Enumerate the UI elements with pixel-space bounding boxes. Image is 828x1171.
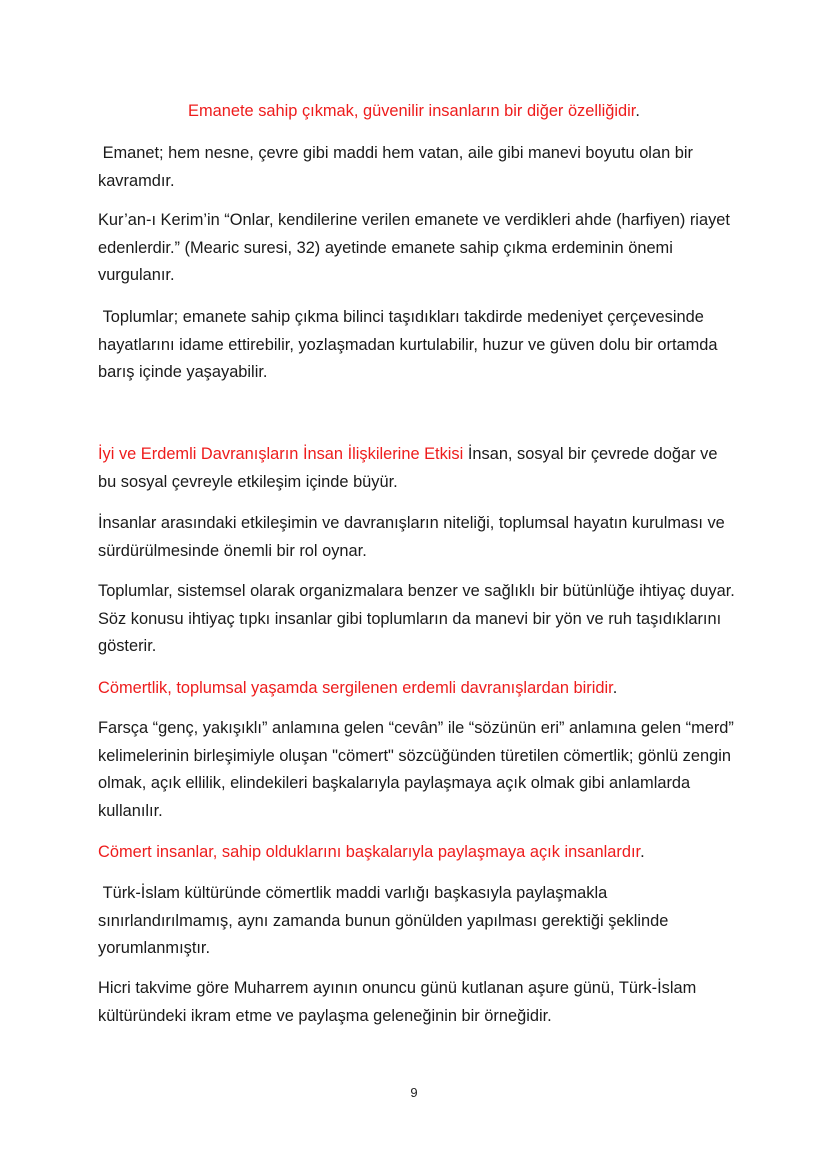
red-heading: İyi ve Erdemli Davranışların İnsan İlişkilerine Etkisi	[98, 445, 464, 463]
paragraph-turk-islam	[98, 880, 738, 963]
paragraph-erdemli-heading	[98, 441, 738, 496]
paragraph-emanet-heading	[60, 98, 768, 126]
paragraph-text: .	[635, 102, 640, 120]
paragraph-hicri	[98, 975, 738, 1030]
paragraph-toplumlar	[98, 304, 738, 387]
paragraph-comertlik-heading	[98, 675, 738, 703]
paragraph-comert-insanlar-heading	[98, 839, 738, 867]
red-heading: Cömertlik, toplumsal yaşamda sergilenen erdemli davranışlardan biridir	[98, 679, 613, 697]
paragraph-text: .	[612, 679, 618, 697]
red-heading: Emanete sahip çıkmak, güvenilir insanların bir diğer özelliğidir	[188, 102, 636, 120]
paragraph-farsca	[98, 715, 738, 825]
paragraph-text: İnsan, sosyal bir çevrede doğar ve bu sosyal çevreyle etkileşim içinde büyür.	[98, 445, 718, 491]
paragraph-etkilesim	[98, 510, 738, 565]
red-heading: Cömert insanlar, sahip olduklarını başkalarıyla paylaşmaya açık insanlardır	[98, 843, 641, 861]
paragraph-text: Toplumlar; emanete sahip çıkma bilinci taşıdıkları takdirde medeniyet çerçevesinde hayatlarını idame ettirebilir, yozlaşmadan kurtulabilir, huzur ve güven dolu bir ortamda barış içinde yaşayabilir.	[98, 308, 723, 381]
paragraph-text: Emanet; hem nesne, çevre gibi maddi hem vatan, aile gibi manevi boyutu olan bir kavramdır.	[98, 144, 698, 190]
paragraph-text: Türk-İslam kültüründe cömertlik maddi varlığı başkasıyla paylaşmakla sınırlandırılmamış, aynı zamanda bunun gönülden yapılması gerektiği şeklinde yorumlanmıştır.	[98, 884, 673, 957]
paragraph-text: Hicri takvime göre Muharrem ayının onuncu günü kutlanan aşure günü, Türk-İslam kültüründeki ikram etme ve paylaşma geleneğinin bir örneğidir.	[98, 979, 697, 1025]
paragraph-text: İnsanlar arasındaki etkileşimin ve davranışların niteliği, toplumsal hayatın kurulması ve sürdürülmesinde önemli bir rol oynar.	[98, 514, 725, 560]
page-number: 9	[410, 1085, 418, 1100]
paragraph-text: Toplumlar, sistemsel olarak organizmalara benzer ve sağlıklı bir bütünlüğe ihtiyaç duyar. Söz konusu ihtiyaç tıpkı insanlar gibi toplumların da manevi bir yön ve ruh taşıdıklarını gösterir.	[98, 582, 735, 655]
paragraph-text: Farsça “genç, yakışıklı” anlamına gelen “cevân” ile “sözünün eri” anlamına gelen “merd” kelimelerinin birleşimiyle oluşan "cömert" sözcüğünden türetilen cömertlik; gönlü zengin olmak, açık ellilik, elindekileri başkalarıyla paylaşmaya açık olmak gibi anlamlarda kullanılır.	[98, 719, 734, 820]
paragraph-text: Kur’an-ı Kerim’in “Onlar, kendilerine verilen emanete ve verdikleri ahde (harfiyen) riayet edenlerdir.” (Mearic suresi, 32) ayetinde emanete sahip çıkma erdeminin önemi vurgulanır.	[98, 211, 730, 284]
paragraph-emanet-definition	[98, 140, 738, 195]
paragraph-kuran-quote	[98, 207, 738, 290]
paragraph-text: .	[640, 843, 645, 861]
paragraph-sistemsel	[98, 578, 738, 661]
